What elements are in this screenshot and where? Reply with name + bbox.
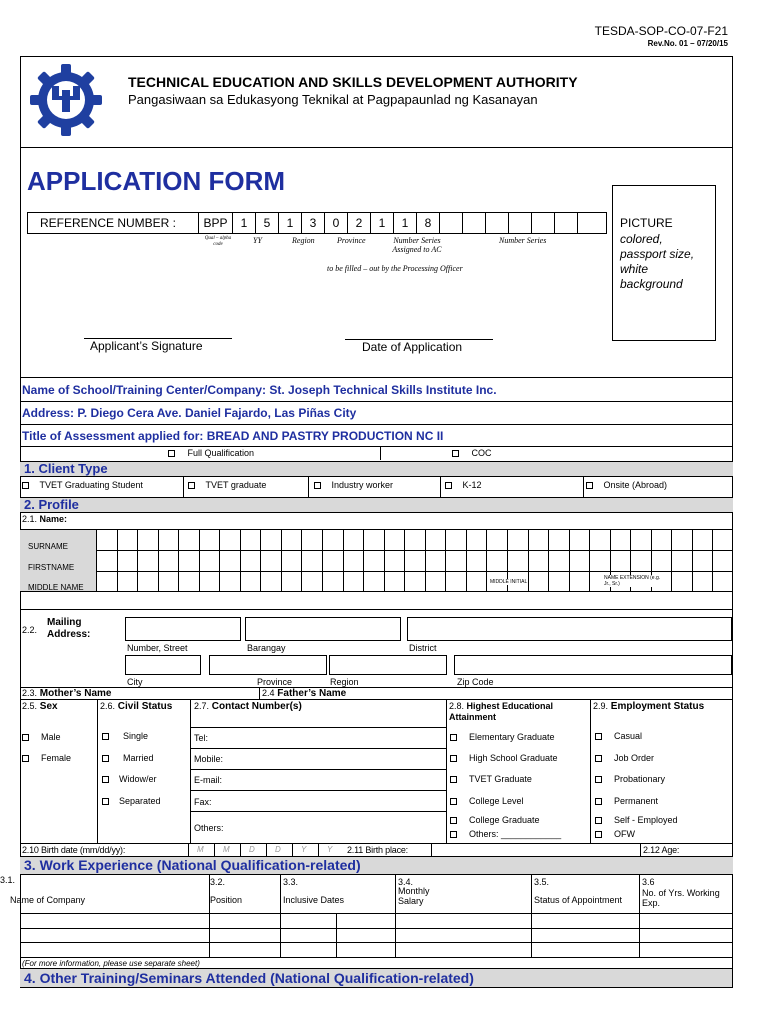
emp-option-label: OFW: [614, 829, 635, 839]
surname-label: SURNAME: [28, 542, 69, 551]
sex-option-label: Male: [41, 732, 61, 742]
reference-cell[interactable]: 3: [301, 213, 324, 233]
divider: [20, 928, 733, 929]
agency-subtitle: Pangasiwaan sa Edukasyong Teknikal at Pagpapaunlad ng Kasanayan: [128, 92, 538, 107]
edu-option-label: High School Graduate: [469, 753, 558, 763]
reference-cell[interactable]: 5: [255, 213, 278, 233]
divider: [190, 727, 446, 728]
barangay-input[interactable]: [245, 617, 401, 641]
divider: [639, 875, 640, 958]
name-cell-column[interactable]: [343, 529, 364, 592]
checkbox-icon[interactable]: [595, 831, 602, 838]
father-num: 2.4: [262, 688, 275, 698]
divider: [583, 477, 584, 497]
mailing-label: Mailing Address:: [47, 617, 91, 640]
birthdate-cell[interactable]: M: [214, 843, 240, 856]
reference-cells: [198, 213, 608, 233]
edu-elementary-option[interactable]: [450, 732, 555, 742]
reference-cell[interactable]: [508, 213, 531, 233]
edu-option-label: Others: ____________: [469, 829, 562, 839]
reference-cell[interactable]: 1: [232, 213, 255, 233]
date-label: Date of Application: [362, 340, 463, 354]
sex-label: Sex: [39, 701, 58, 712]
work-col-num-1: 3.1.: [0, 875, 16, 885]
province-caption: Province: [257, 677, 293, 687]
section-work-experience: 3. Work Experience (National Qualification-related): [20, 856, 733, 875]
work-table: [0, 875, 733, 958]
checkbox-icon[interactable]: [595, 755, 602, 762]
street-input[interactable]: [125, 617, 241, 641]
contact-others[interactable]: Others:: [194, 823, 224, 833]
divider: [440, 477, 441, 497]
work-col-num-2: 3.2.: [210, 877, 226, 887]
name-cell-column[interactable]: [548, 529, 569, 592]
emp-ofw-option[interactable]: [595, 829, 635, 839]
city-caption: City: [127, 677, 143, 687]
divider: [395, 875, 396, 958]
divider: [20, 843, 733, 844]
birthdate-cell[interactable]: M: [188, 843, 214, 856]
civil-num: 2.6.: [100, 701, 116, 711]
checkbox-icon[interactable]: [595, 798, 602, 805]
civil-status-header: [100, 701, 172, 712]
father-label: [262, 688, 346, 699]
reference-cell[interactable]: BPP: [198, 213, 232, 233]
birthdate-cells[interactable]: [188, 843, 344, 856]
divider: [336, 913, 337, 958]
client-type-onsite[interactable]: [586, 480, 667, 490]
picture-title: PICTURE: [620, 216, 673, 230]
divider: [308, 477, 309, 497]
reference-cell[interactable]: [462, 213, 485, 233]
coc-label: COC: [471, 448, 492, 458]
header-divider: [20, 147, 733, 148]
work-note: (For more information, please use separate sheet): [22, 959, 200, 968]
checkbox-icon[interactable]: [168, 450, 175, 457]
name-cell-column[interactable]: [363, 529, 384, 592]
section-client-type: 1. Client Type: [20, 461, 733, 477]
checkbox-icon[interactable]: [450, 798, 457, 805]
reference-cell[interactable]: [554, 213, 577, 233]
name-cell-column[interactable]: [384, 529, 405, 592]
caption-yy: YY: [253, 236, 262, 245]
checkbox-icon[interactable]: [102, 776, 109, 783]
civil-single-option[interactable]: [102, 731, 148, 741]
civil-option-label: Married: [123, 753, 154, 763]
name-cell-column[interactable]: [466, 529, 487, 592]
signature-label: Applicant’s Signature: [90, 339, 203, 353]
divider: [259, 687, 260, 699]
checkbox-icon[interactable]: [450, 817, 457, 824]
emp-permanent-option[interactable]: [595, 796, 658, 806]
client-type-industry-worker[interactable]: [314, 480, 393, 490]
mailing-num: 2.2.: [22, 625, 38, 635]
civil-separated-option[interactable]: [102, 796, 161, 806]
checkbox-icon[interactable]: [595, 817, 602, 824]
emp-casual-option[interactable]: [595, 731, 642, 741]
district-caption: District: [409, 643, 437, 653]
sex-male-option[interactable]: [22, 732, 61, 742]
civil-option-label: Separated: [119, 796, 161, 806]
client-type-label: TVET Graduating Student: [39, 480, 143, 490]
client-type-tvet-graduate[interactable]: [188, 480, 266, 490]
edu-option-label: College Level: [469, 796, 524, 806]
section-profile: 2. Profile: [20, 497, 733, 513]
divider: [190, 769, 446, 770]
divider: [590, 699, 591, 843]
divider: [20, 942, 733, 943]
school-address: Address: P. Diego Cera Ave. Daniel Fajardo, Las Piñas City: [22, 406, 357, 420]
name-label: [22, 514, 67, 524]
divider: [280, 875, 281, 958]
checkbox-icon[interactable]: [22, 482, 29, 489]
father-label-text: Father’s Name: [277, 688, 347, 699]
divider: [190, 790, 446, 791]
name-row-labels: [20, 530, 96, 591]
checkbox-icon[interactable]: [450, 776, 457, 783]
emp-option-label: Job Order: [614, 753, 655, 763]
work-col-position: Position: [210, 895, 243, 905]
divider: [380, 446, 381, 460]
checkbox-icon[interactable]: [188, 482, 195, 489]
caption-series: Number Series: [499, 236, 547, 245]
birthdate-cell[interactable]: Y: [292, 843, 318, 856]
emp-option-label: Permanent: [614, 796, 659, 806]
reference-label: REFERENCE NUMBER :: [40, 216, 177, 230]
city-input[interactable]: [125, 655, 201, 675]
full-qualification-label: Full Qualification: [187, 448, 255, 458]
name-cell-column[interactable]: [404, 529, 425, 592]
middle-initial-label: MIDDLE INITIAL: [490, 579, 528, 585]
checkbox-icon[interactable]: [22, 734, 29, 741]
caption-qual: Qual – alpha code: [204, 236, 232, 247]
birthdate-cell[interactable]: D: [266, 843, 292, 856]
district-input[interactable]: [407, 617, 732, 641]
emp-probationary-option[interactable]: [595, 774, 665, 784]
name-cell-column[interactable]: [445, 529, 466, 592]
form-title: APPLICATION FORM: [27, 166, 286, 196]
processing-note: to be filled – out by the Processing Officer: [327, 264, 463, 273]
edu-tvet-option[interactable]: [450, 774, 532, 784]
reference-cell[interactable]: [485, 213, 508, 233]
emp-label: Employment Status: [610, 701, 705, 712]
edu-option-label: College Graduate: [469, 815, 540, 825]
name-cell-column[interactable]: [528, 529, 549, 592]
checkbox-icon[interactable]: [450, 755, 457, 762]
name-cell-column[interactable]: [178, 529, 199, 592]
divider: [20, 699, 733, 700]
region-caption: Region: [330, 677, 359, 687]
document-code: TESDA-SOP-CO-07-F21: [594, 24, 728, 38]
edu-highschool-option[interactable]: [450, 753, 558, 763]
edu-label: Highest Educational Attainment: [449, 701, 554, 722]
work-col-years: No. of Yrs. Working Exp.: [642, 888, 720, 908]
checkbox-icon[interactable]: [450, 734, 457, 741]
sex-female-option[interactable]: [22, 753, 71, 763]
divider: [190, 811, 446, 812]
divider: [20, 446, 733, 447]
contact-num: 2.7.: [194, 701, 210, 711]
reference-cell[interactable]: 2: [347, 213, 370, 233]
birthplace-label: 2.11 Birth place:: [347, 845, 408, 855]
caption-region: Region: [292, 236, 315, 245]
sex-option-label: Female: [41, 753, 72, 763]
work-col-appointment: Status of Appointment: [534, 895, 623, 905]
client-type-row: [22, 480, 732, 495]
name-num: 2.1.: [22, 514, 38, 524]
name-extension-label: NAME EXTENSION (e.g. Jr., Sr.): [604, 575, 664, 587]
client-type-label: Industry worker: [331, 480, 394, 490]
assessment-title: Title of Assessment applied for: BREAD AND PASTRY PRODUCTION NC II: [22, 429, 444, 443]
mother-label: [22, 688, 111, 699]
divider: [446, 699, 447, 843]
mother-num: 2.3.: [22, 688, 38, 698]
birthdate-cell[interactable]: D: [240, 843, 266, 856]
reference-cell[interactable]: 8: [416, 213, 439, 233]
zip-caption: Zip Code: [457, 677, 494, 687]
name-cell-column[interactable]: [671, 529, 692, 592]
name-cell-column[interactable]: [240, 529, 261, 592]
section-other-training: 4. Other Training/Seminars Attended (National Qualification-related): [20, 968, 733, 988]
work-col-num-4: 3.4.: [398, 877, 414, 887]
checkbox-icon[interactable]: [595, 733, 602, 740]
name-cell-column[interactable]: [137, 529, 158, 592]
work-col-num-6: 3.6: [642, 877, 655, 887]
contact-email[interactable]: E-mail:: [194, 775, 223, 785]
work-col-dates: Inclusive Dates: [283, 895, 345, 905]
civil-widow-option[interactable]: [102, 774, 157, 784]
civil-option-label: Single: [123, 731, 149, 741]
checkbox-icon[interactable]: [102, 755, 109, 762]
education-header: [449, 701, 589, 723]
divider: [20, 401, 733, 402]
emp-option-label: Probationary: [614, 774, 666, 784]
client-type-label: TVET graduate: [205, 480, 267, 490]
zip-input[interactable]: [454, 655, 732, 675]
street-caption: Number, Street: [127, 643, 188, 653]
contact-tel[interactable]: Tel:: [194, 733, 209, 743]
checkbox-icon[interactable]: [450, 831, 457, 838]
work-col-num-3: 3.3.: [283, 877, 299, 887]
checkbox-icon[interactable]: [452, 450, 459, 457]
divider: [431, 843, 432, 856]
civil-label: Civil Status: [117, 701, 173, 712]
checkbox-icon[interactable]: [595, 776, 602, 783]
caption-series-ac: Number Series Assigned to AC: [392, 236, 442, 254]
name-cell-column[interactable]: [96, 529, 117, 592]
civil-option-label: Widow/er: [119, 774, 157, 784]
civil-married-option[interactable]: [102, 753, 154, 763]
name-cell-column[interactable]: [219, 529, 240, 592]
middlename-label: MIDDLE NAME: [28, 583, 84, 592]
divider: [97, 699, 98, 843]
mother-label-text: Mother’s Name: [39, 688, 112, 699]
edu-option-label: TVET Graduate: [469, 774, 532, 784]
caption-province: Province: [337, 236, 366, 245]
divider: [531, 875, 532, 958]
province-input[interactable]: [209, 655, 327, 675]
picture-box: [612, 185, 716, 341]
checkbox-icon[interactable]: [586, 482, 593, 489]
checkbox-icon[interactable]: [22, 755, 29, 762]
divider: [209, 875, 210, 958]
birthdate-label: 2.10 Birth date (mm/dd/yy):: [22, 845, 126, 855]
work-col-company: Name of Company: [10, 895, 86, 905]
reference-cell[interactable]: [577, 213, 600, 233]
reference-cell[interactable]: 1: [278, 213, 301, 233]
firstname-label: FIRSTNAME: [28, 563, 75, 572]
name-cell-column[interactable]: [425, 529, 446, 592]
divider: [640, 843, 641, 856]
tesda-logo-icon: [26, 60, 106, 140]
checkbox-icon[interactable]: [102, 798, 109, 805]
divider: [20, 424, 733, 425]
checkbox-icon[interactable]: [314, 482, 321, 489]
emp-option-label: Casual: [614, 731, 643, 741]
emp-joborder-option[interactable]: [595, 753, 654, 763]
contact-mobile[interactable]: Mobile:: [194, 754, 224, 764]
edu-num: 2.8.: [449, 701, 465, 711]
picture-description: colored, passport size, white background: [620, 232, 695, 291]
name-label-text: Name:: [39, 514, 68, 524]
name-cell-column[interactable]: [569, 529, 590, 592]
edu-option-label: Elementary Graduate: [469, 732, 555, 742]
emp-option-label: Self - Employed: [614, 815, 678, 825]
name-cell-column[interactable]: [158, 529, 179, 592]
sex-header: [22, 701, 58, 712]
name-cell-column[interactable]: [117, 529, 138, 592]
divider: [183, 477, 184, 497]
reference-cell[interactable]: [439, 213, 462, 233]
divider: [20, 609, 733, 610]
client-type-label: Onsite (Abroad): [603, 480, 668, 490]
barangay-caption: Barangay: [247, 643, 286, 653]
agency-name: TECHNICAL EDUCATION AND SKILLS DEVELOPMENT AUTHORITY: [128, 74, 578, 90]
divider: [190, 748, 446, 749]
client-type-label: K-12: [462, 480, 482, 490]
coc-option[interactable]: [452, 448, 492, 458]
full-qualification-option[interactable]: [168, 448, 254, 458]
divider: [190, 699, 191, 843]
work-col-num-5: 3.5.: [534, 877, 550, 887]
name-cell-column[interactable]: [199, 529, 220, 592]
name-cell-column[interactable]: [692, 529, 713, 592]
school-name: Name of School/Training Center/Company: St. Joseph Technical Skills Institute Inc.: [22, 383, 497, 397]
checkbox-icon[interactable]: [102, 733, 109, 740]
divider: [20, 687, 733, 688]
name-cell-column[interactable]: [712, 529, 733, 592]
edu-college-level-option[interactable]: [450, 796, 524, 806]
contact-header: [194, 701, 302, 712]
reference-cell[interactable]: 1: [393, 213, 416, 233]
edu-others-option[interactable]: [450, 829, 561, 839]
name-cell-column[interactable]: [322, 529, 343, 592]
employment-header: [593, 701, 704, 712]
reference-cell[interactable]: 1: [370, 213, 393, 233]
region-input[interactable]: [329, 655, 447, 675]
age-label: 2.12 Age:: [643, 845, 680, 855]
emp-self-employed-option[interactable]: [595, 815, 678, 825]
name-grid: [20, 529, 733, 592]
reference-cell[interactable]: [531, 213, 554, 233]
divider: [20, 957, 733, 958]
edu-college-grad-option[interactable]: [450, 815, 540, 825]
name-cell-column[interactable]: [281, 529, 302, 592]
divider: [20, 913, 733, 914]
reference-cell[interactable]: 0: [324, 213, 347, 233]
client-type-k12[interactable]: [445, 480, 482, 490]
contact-label: Contact Number(s): [211, 701, 302, 712]
name-cell-column[interactable]: [260, 529, 281, 592]
client-type-tvet-graduating[interactable]: [22, 480, 143, 490]
emp-num: 2.9.: [593, 701, 609, 711]
sex-num: 2.5.: [22, 701, 38, 711]
contact-fax[interactable]: Fax:: [194, 797, 212, 807]
reference-number-row: [27, 212, 607, 234]
divider: [20, 377, 733, 378]
checkbox-icon[interactable]: [445, 482, 452, 489]
name-cell-column[interactable]: [301, 529, 322, 592]
birthdate-cell[interactable]: Y: [318, 843, 344, 856]
revision-number: Rev.No. 01 – 07/20/15: [647, 39, 728, 48]
work-col-salary: Monthly Salary: [398, 886, 430, 906]
